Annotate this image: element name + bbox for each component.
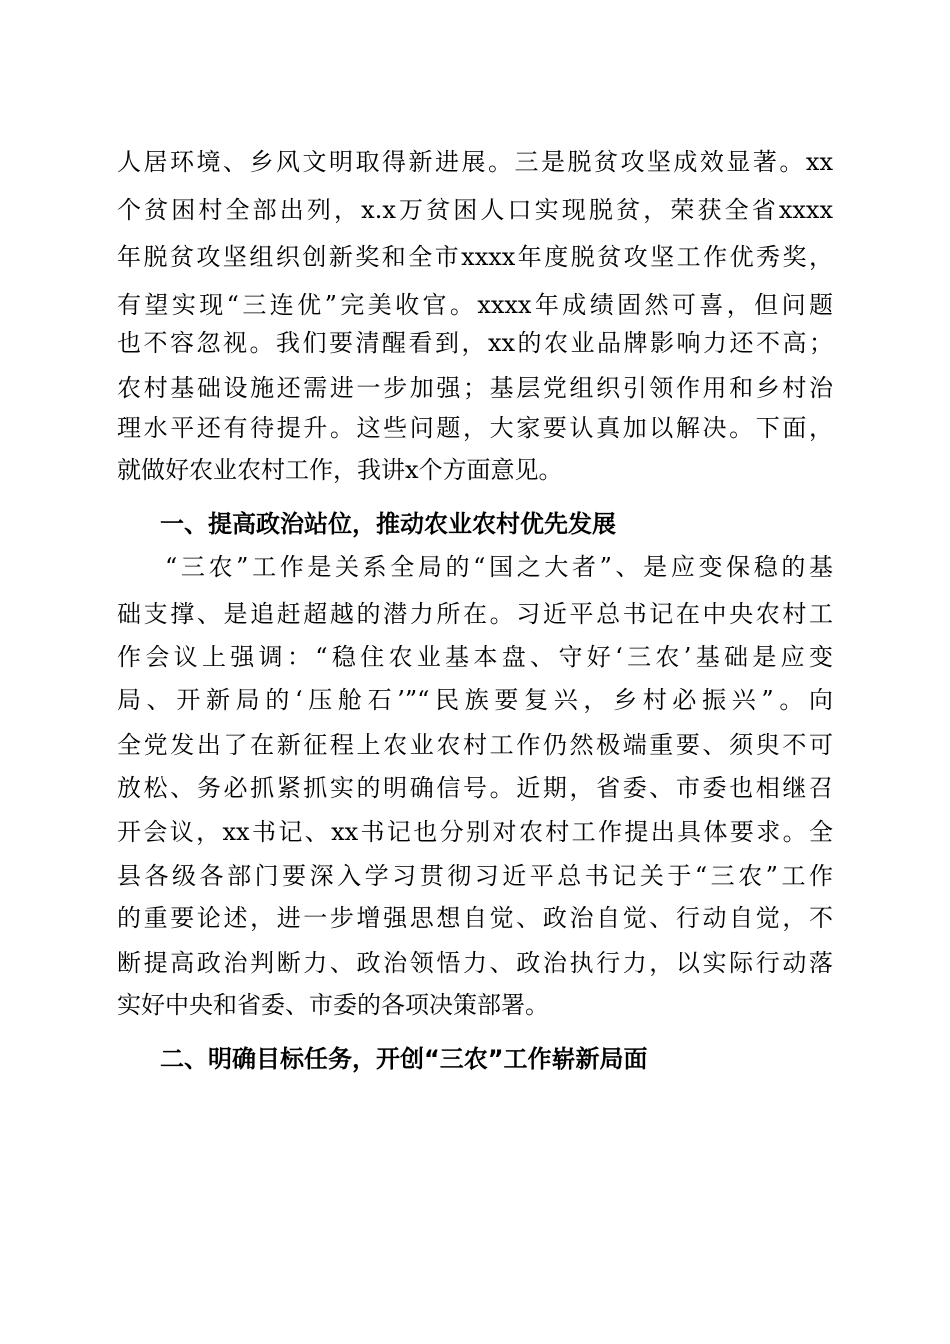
paragraph-line: 开会议，xx书记、xx书记也分别对农村工作提出具体要求。全 xyxy=(117,818,833,846)
paragraph-line: 也不容忽视。我们要清醒看到，xx的农业品牌影响力还不高； xyxy=(117,329,833,357)
paragraph-line: 农村基础设施还需进一步加强；基层党组织引领作用和乡村治 xyxy=(117,374,833,402)
paragraph-line: 理水平还有待提升。这些问题，大家要认真加以解决。下面， xyxy=(117,414,833,442)
paragraph-line: 有望实现“三连优”完美收官。xxxx年成绩固然可喜，但问题 xyxy=(117,291,833,319)
section-heading-2: 二、明确目标任务，开创“三农”工作崭新局面 xyxy=(160,1045,648,1073)
paragraph-line: 实好中央和省委、市委的各项决策部署。 xyxy=(117,991,549,1019)
paragraph-line: 县各级各部门要深入学习贯彻习近平总书记关于“三农”工作 xyxy=(117,862,833,890)
paragraph-line: 断提高政治判断力、政治领悟力、政治执行力，以实际行动落 xyxy=(117,949,833,977)
paragraph-line: 人居环境、乡风文明取得新进展。三是脱贫攻坚成效显著。xx xyxy=(117,148,833,176)
paragraph-line: 就做好农业农村工作，我讲x个方面意见。 xyxy=(117,456,563,484)
section-heading-1: 一、提高政治站位，推动农业农村优先发展 xyxy=(160,510,616,538)
paragraph-line: 的重要论述，进一步增强思想自觉、政治自觉、行动自觉，不 xyxy=(117,904,833,932)
paragraph-line: 年脱贫攻坚组织创新奖和全市xxxx年度脱贫攻坚工作优秀奖， xyxy=(117,243,833,271)
paragraph-line: “三农”工作是关系全局的“国之大者”、是应变保稳的基 xyxy=(165,553,833,581)
paragraph-line: 作会议上强调：“稳住农业基本盘、守好‘三农’基础是应变 xyxy=(117,643,833,671)
paragraph-line: 局、开新局的‘压舱石’”“民族要复兴，乡村必振兴”。向 xyxy=(117,686,833,714)
paragraph-line: 放松、务必抓紧抓实的明确信号。近期，省委、市委也相继召 xyxy=(117,774,833,802)
paragraph-line: 个贫困村全部出列，x.x万贫困人口实现脱贫，荣获全省xxxx xyxy=(117,196,833,224)
paragraph-line: 全党发出了在新征程上农业农村工作仍然极端重要、须臾不可 xyxy=(117,731,833,759)
paragraph-line: 础支撑、是追赶超越的潜力所在。习近平总书记在中央农村工 xyxy=(117,600,833,628)
